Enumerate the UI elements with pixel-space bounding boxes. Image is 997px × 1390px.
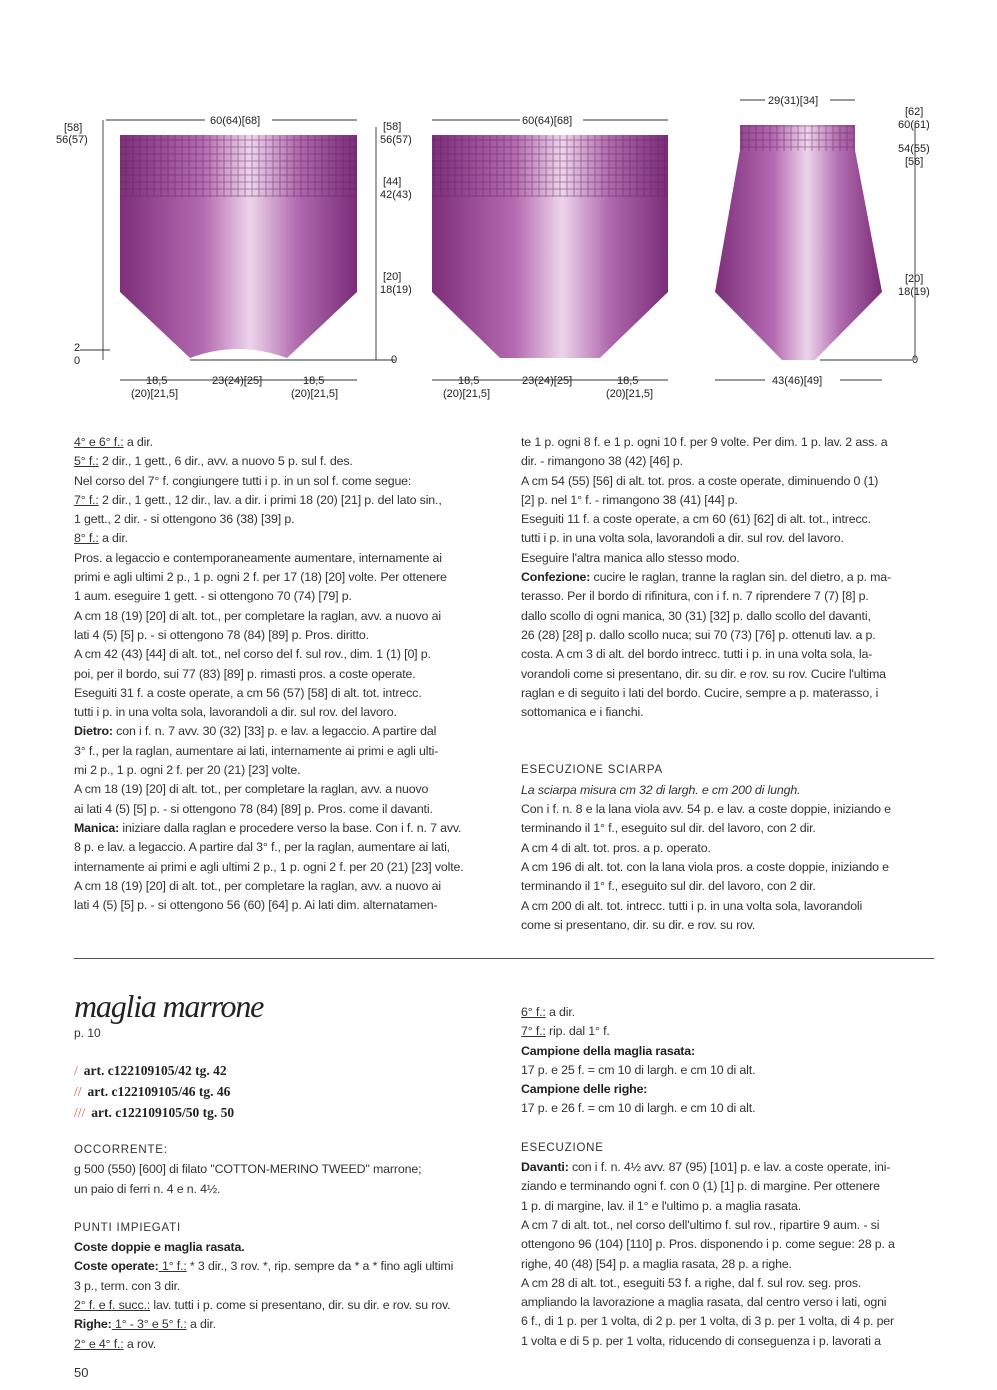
bold-label: Righe: [74,1317,112,1332]
text-line [74,452,486,471]
line-text: Eseguire l'altra manica allo stesso modo. [521,550,740,565]
line-text: 1 aum. eseguire 1 gett. - si ottengono 70 (74) [79] p. [74,589,352,604]
text-line [521,781,933,800]
text-line [74,549,486,568]
line-text: rip. dal 1° f. [545,1024,610,1039]
front-bottom-center: 23(24)[25] [212,375,263,387]
sleeve-right-label-2b: [56] [905,156,924,168]
line-text: Nel corso del 7° f. congiungere tutti i p. in un sol f. come segue: [74,473,412,488]
text-line [74,1180,486,1199]
row-label: 1° - 3° e 5° f.: [111,1317,187,1332]
bold-label: Davanti: [521,1160,569,1175]
text-line [74,1315,486,1334]
line-text: ai lati 4 (5) [5] p. - si ottengono 78 (84) [89] p. Pros. come il davanti. [74,801,433,816]
line-text: 17 p. e 26 f. = cm 10 di largh. e cm 10 di alt. [521,1101,756,1116]
line-text: con i f. n. 4½ avv. 87 (95) [101] p. e lav. a coste operate, ini- [568,1160,891,1175]
line-text: 26 (28) [28] p. dallo scollo nuca; sui 70 (73) [76] p. ottenuti lav. a p. [521,627,876,642]
text-line [521,1138,933,1158]
text-line [521,722,933,741]
section-heading: ESECUZIONE SCIARPA [521,764,663,777]
sleeve-top-width-label: 29(31)[34] [768,95,819,107]
text-line [74,1218,486,1238]
text-line [74,761,486,780]
text-line [74,645,486,664]
row-label: 6° f.: [521,1005,546,1019]
line-text: 2 dir., 1 gett., 12 dir., lav. a dir. i primi 18 (20) [21] p. del lato sin., [98,492,442,507]
instructions-column-2 [521,433,933,935]
article-code: art. c122109105/42 tg. 42 [83,1063,227,1078]
text-line [74,529,486,548]
line-text: a rov. [123,1336,157,1351]
line-text: Con i f. n. 8 e la lana viola avv. 54 p. e lav. a coste doppie, iniziando e [521,802,891,817]
article-item [74,1081,234,1102]
front-right-label-1a: [58] [383,121,402,133]
line-text: con i f. n. 7 avv. 30 (32) [33] p. e lav. a legaccio. A partire dal [112,724,437,739]
left-height-label-2: 56(57) [56,134,88,146]
article-item [74,1102,234,1123]
row-label: 2° e 4° f.: [74,1336,124,1351]
line-text: 17 p. e 25 f. = cm 10 di largh. e cm 10 di alt. [521,1062,756,1077]
back-top-width-label: 60(64)[68] [522,115,573,127]
text-line [521,839,933,858]
size-mark: /// [74,1105,86,1120]
line-text: A cm 196 di alt. tot. con la lana viola pros. a coste doppie, iniziando e [521,859,889,874]
line-text: A cm 7 di alt. tot., nel corso dell'ultimo f. sul rov., ripartire 9 aum. - si [521,1217,880,1232]
front-bottom-left-2: (20)[21,5] [131,388,179,400]
line-text: 1 p. di margine, lav. il 1° e l'ultimo p. a maglia rasata. [521,1198,802,1213]
text-line [521,760,933,780]
line-text: tutti i p. in una volta sola, lavorandoli a dir. sul rov. del lavoro. [521,531,844,546]
row-label: 1° f.: [158,1259,187,1274]
line-text: come si presentano, dir. su dir. e rov. su rov. [521,917,756,932]
front-bottom-left-1: 18,5 [146,375,168,387]
line-text: ziando e terminando ogni f. con 0 (1) [1] p. di margine. Per ottenere [521,1179,880,1194]
text-line [74,703,486,722]
text-line [521,916,933,935]
line-text: terminando il 1° f., eseguito sul dir. del lavoro, con 2 dir. [521,821,816,836]
line-text: A cm 18 (19) [20] di alt. tot., per completare la raglan, avv. a nuovo [74,782,429,797]
line-text: 1 volta e di 5 p. per 1 volta, riducendo di conseguenza i p. lavorati a [521,1333,881,1348]
article-list [74,1060,234,1123]
line-text: A cm 28 di alt. tot., eseguiti 53 f. a righe, dal f. sul rov. seg. pros. [521,1275,862,1290]
text-line [521,800,933,819]
bold-label: Coste doppie e maglia rasata. [74,1240,245,1255]
line-text: 2 dir., 1 gett., 6 dir., avv. a nuovo 5 p. sul f. des. [98,454,353,469]
text-line [521,1158,933,1177]
line-text: sottomanica e i fianchi. [521,705,644,720]
line-text: a dir. [545,1005,575,1019]
front-right-label-3b: 18(19) [380,284,412,296]
text-line [521,684,933,703]
text-line [74,472,486,491]
row-label: 4° e 6° f.: [74,435,124,449]
text-line [74,877,486,896]
sleeve-right-label-3b: 18(19) [898,286,930,298]
line-text: 1 gett., 2 dir. - si ottengono 36 (38) [39] p. [74,512,295,527]
sleeve-zero-label: 0 [912,354,919,366]
text-line [521,1274,933,1293]
text-line [521,452,933,471]
line-text: mi 2 p., 1 p. ogni 2 f. per 20 (21) [23] volte. [74,763,301,778]
text-line [521,1197,933,1216]
size-mark: // [74,1084,82,1099]
text-line [521,1177,933,1196]
line-text: primi e agli ultimi 2 p., 1 p. ogni 2 f. per 17 (18) [20] volte. Per ottenere [74,570,447,585]
line-text: internamente ai primi e agli ultimi 2 p., 1 p. ogni 2 f. per 20 (21) [23] volte. [74,859,464,874]
bold-label: Manica: [74,820,120,835]
row-label: 5° f.: [74,454,99,469]
front-right-label-2b: 42(43) [380,189,412,201]
line-text: A cm 54 (55) [56] di alt. tot. pros. a coste operate, diminuendo 0 (1) [521,473,879,488]
line-text: 6 f., di 1 p. per 1 volta, di 2 p. per 1 volta, di 3 p. per 1 volta, di 4 p. per [521,1314,895,1329]
front-bottom-right-1: 18,5 [303,375,325,387]
line-text: terminando il 1° f., eseguito sul dir. del lavoro, con 2 dir. [521,879,816,894]
text-line [74,568,486,587]
text-line [521,741,933,760]
text-line [74,607,486,626]
row-label: 2° f. e f. succ.: [74,1298,151,1313]
line-text: righe, 40 (48) [54] p. a maglia rasata, 28 p. a righe. [521,1256,792,1271]
front-right-label-3a: [20] [383,271,402,283]
line-text: lati 4 (5) [5] p. - si ottengono 78 (84) [89] p. Pros. diritto. [74,627,369,642]
text-line [74,665,486,684]
line-text: * 3 dir., 3 rov. *, rip. sempre da * a * fino agli ultimi [186,1259,454,1274]
text-line [521,1003,933,1022]
instructions-column-3 [74,1140,486,1354]
line-text: vorandoli come si presentano, dir. su dir. e rov. su rov. Cucire l'ultima [521,666,886,681]
section-heading: PUNTI IMPIEGATI [74,1221,181,1234]
text-line [74,1335,486,1354]
instructions-column-4 [521,1003,933,1351]
line-text: dallo scollo di ogni manica, 30 (31) [32] p. dallo scollo del davanti, [521,608,871,623]
text-line [521,645,933,664]
article-code: art. c122109105/50 tg. 50 [91,1105,235,1120]
line-text: a dir. [98,531,128,546]
line-text: poi, per il bordo, sui 77 (83) [89] p. rimasti pros. a coste operate. [74,666,416,681]
back-bottom-right-1: 18,5 [617,375,639,387]
text-line [521,819,933,838]
text-line [74,626,486,645]
text-line [521,510,933,529]
text-line [521,877,933,896]
text-line [521,858,933,877]
back-bottom-left-1: 18,5 [458,375,480,387]
text-line [74,819,486,838]
bold-label: Coste operate: [74,1259,159,1274]
text-line [74,800,486,819]
text-line [74,684,486,703]
front-piece-shape [120,135,357,358]
sleeve-piece-shape [715,125,882,360]
row-label: 7° f.: [74,492,99,507]
back-bottom-left-2: (20)[21,5] [443,388,491,400]
row-label: 8° f.: [74,531,99,546]
line-text: Eseguiti 31 f. a coste operate, a cm 56 (57) [58] di alt. tot. intrecc. [74,685,422,700]
line-text: 3 p., term. con 3 dir. [74,1278,181,1293]
line-text: Eseguiti 11 f. a coste operate, a cm 60 (61) [62] di alt. tot., intrecc. [521,512,871,527]
text-line [521,1080,933,1099]
text-line [521,1235,933,1254]
text-line [521,472,933,491]
schematic-diagrams [0,0,997,420]
line-text: A cm 42 (43) [44] di alt. tot., nel corso del f. sul rov., dim. 1 (1) [0] p. [74,647,431,662]
front-small-label-2: 2 [74,342,81,354]
line-text: lav. tutti i p. come si presentano, dir. su dir. e rov. su rov. [150,1298,451,1313]
front-zero-label: 0 [391,354,398,366]
page-reference: p. 10 [74,1026,101,1040]
line-text: A cm 18 (19) [20] di alt. tot., per completare la raglan, avv. a nuovo ai [74,608,441,623]
back-bottom-right-2: (20)[21,5] [606,388,654,400]
line-text: 3° f., per la raglan, aumentare ai lati, internamente ai primi e agli ulti- [74,743,439,758]
sleeve-right-label-3a: [20] [905,273,924,285]
text-line [521,529,933,548]
sleeve-right-label-2a: 54(55) [898,143,930,155]
text-line [521,549,933,568]
line-text: terasso. Per il bordo di rifinitura, con i f. n. 7 riprendere 7 (7) [8] p. [521,589,869,604]
line-text: dir. - rimangono 38 (42) [46] p. [521,454,683,469]
text-line [521,1255,933,1274]
front-top-width-label: 60(64)[68] [210,115,261,127]
text-line [521,626,933,645]
line-text: tutti i p. in una volta sola, lavorandoli a dir. sul rov. del lavoro. [74,705,397,720]
instructions-column-1 [74,433,486,915]
sleeve-right-label-1b: 60(61) [898,119,930,131]
front-bottom-right-2: (20)[21,5] [291,388,339,400]
line-text: a dir. [123,435,153,449]
article-item [74,1060,234,1081]
text-line [74,742,486,761]
line-text: cucire le raglan, tranne la raglan sin. del dietro, a p. ma- [590,570,892,585]
line-text: ottengono 96 (104) [110] p. Pros. disponendo i p. come segue: 28 p. a [521,1237,895,1252]
pattern-title: maglia marrone [74,988,264,1024]
text-line [74,722,486,741]
text-line [521,1099,933,1118]
text-line [521,607,933,626]
line-text: g 500 (550) [600] di filato "COTTON-MERINO TWEED" marrone; [74,1162,422,1177]
text-line [74,1140,486,1160]
text-line [74,1277,486,1296]
line-text: iniziare dalla raglan e procedere verso la base. Con i f. n. 7 avv. [119,820,462,835]
text-line [74,780,486,799]
front-right-label-2a: [44] [383,176,402,188]
line-text: A cm 4 di alt. tot. pros. a p. operato. [521,840,711,855]
text-line [74,1257,486,1276]
line-text: ampliando la lavorazione a maglia rasata, dal centro verso i lati, ogni [521,1295,887,1310]
line-text: 8 p. e lav. a legaccio. A partire dal 3° f., per la raglan, aumentare ai lati, [74,840,450,855]
text-line [74,433,486,452]
bold-label: Confezione: [521,570,591,585]
back-piece-shape [432,135,668,358]
text-line [74,1199,486,1218]
text-line [74,1160,486,1179]
text-line [521,1022,933,1041]
sleeve-bottom-width-label: 43(46)[49] [772,375,823,387]
front-small-label-0: 0 [74,355,81,367]
text-line [74,896,486,915]
text-line [521,1119,933,1138]
line-text: a dir. [186,1317,216,1332]
page-number: 50 [74,1365,89,1380]
left-height-label-1: [58] [64,122,83,134]
text-line [74,510,486,529]
line-text: te 1 p. ogni 8 f. e 1 p. ogni 10 f. per 9 volte. Per dim. 1 p. lav. 2 ass. a [521,435,888,449]
bold-label: Campione delle righe: [521,1082,648,1097]
text-line [74,491,486,510]
text-line [74,1296,486,1315]
text-line [521,665,933,684]
sleeve-right-label-1a: [62] [905,106,924,118]
text-line [74,1238,486,1257]
line-text: A cm 200 di alt. tot. intrecc. tutti i p. in una volta sola, lavorandoli [521,898,863,913]
article-code: art. c122109105/46 tg. 46 [87,1084,231,1099]
text-line [521,1216,933,1235]
text-line [521,703,933,722]
text-line [521,1061,933,1080]
size-mark: / [74,1063,78,1078]
text-line [74,858,486,877]
text-line [521,1293,933,1312]
italic-note: La sciarpa misura cm 32 di largh. e cm 200 di lungh. [521,782,801,797]
text-line [521,568,933,587]
line-text: raglan e di seguito i lati del bordo. Cucire, sempre a p. materasso, i [521,685,879,700]
section-heading: ESECUZIONE [521,1141,604,1154]
line-text: A cm 18 (19) [20] di alt. tot., per completare la raglan, avv. a nuovo ai [74,878,441,893]
text-line [521,897,933,916]
text-line [521,1332,933,1351]
back-bottom-center: 23(24)[25] [522,375,573,387]
front-right-label-1b: 56(57) [380,134,412,146]
section-heading: OCCORRENTE: [74,1144,168,1156]
bold-label: Dietro: [74,724,113,739]
line-text: [2] p. nel 1° f. - rimangono 38 (41) [44] p. [521,492,738,507]
text-line [521,433,933,452]
text-line [521,1312,933,1331]
line-text: lati 4 (5) [5] p. - si ottengono 56 (60) [64] p. Ai lati dim. alternatamen- [74,898,438,913]
line-text: costa. A cm 3 di alt. del bordo intrecc. tutti i p. in una volta sola, la- [521,647,873,662]
text-line [74,838,486,857]
text-line [521,587,933,606]
text-line [521,1042,933,1061]
line-text: Pros. a legaccio e contemporaneamente aumentare, internamente ai [74,550,442,565]
bold-label: Campione della maglia rasata: [521,1043,696,1058]
section-divider [74,958,934,959]
row-label: 7° f.: [521,1024,546,1039]
text-line [74,587,486,606]
line-text: un paio di ferri n. 4 e n. 4½. [74,1181,221,1196]
text-line [521,491,933,510]
